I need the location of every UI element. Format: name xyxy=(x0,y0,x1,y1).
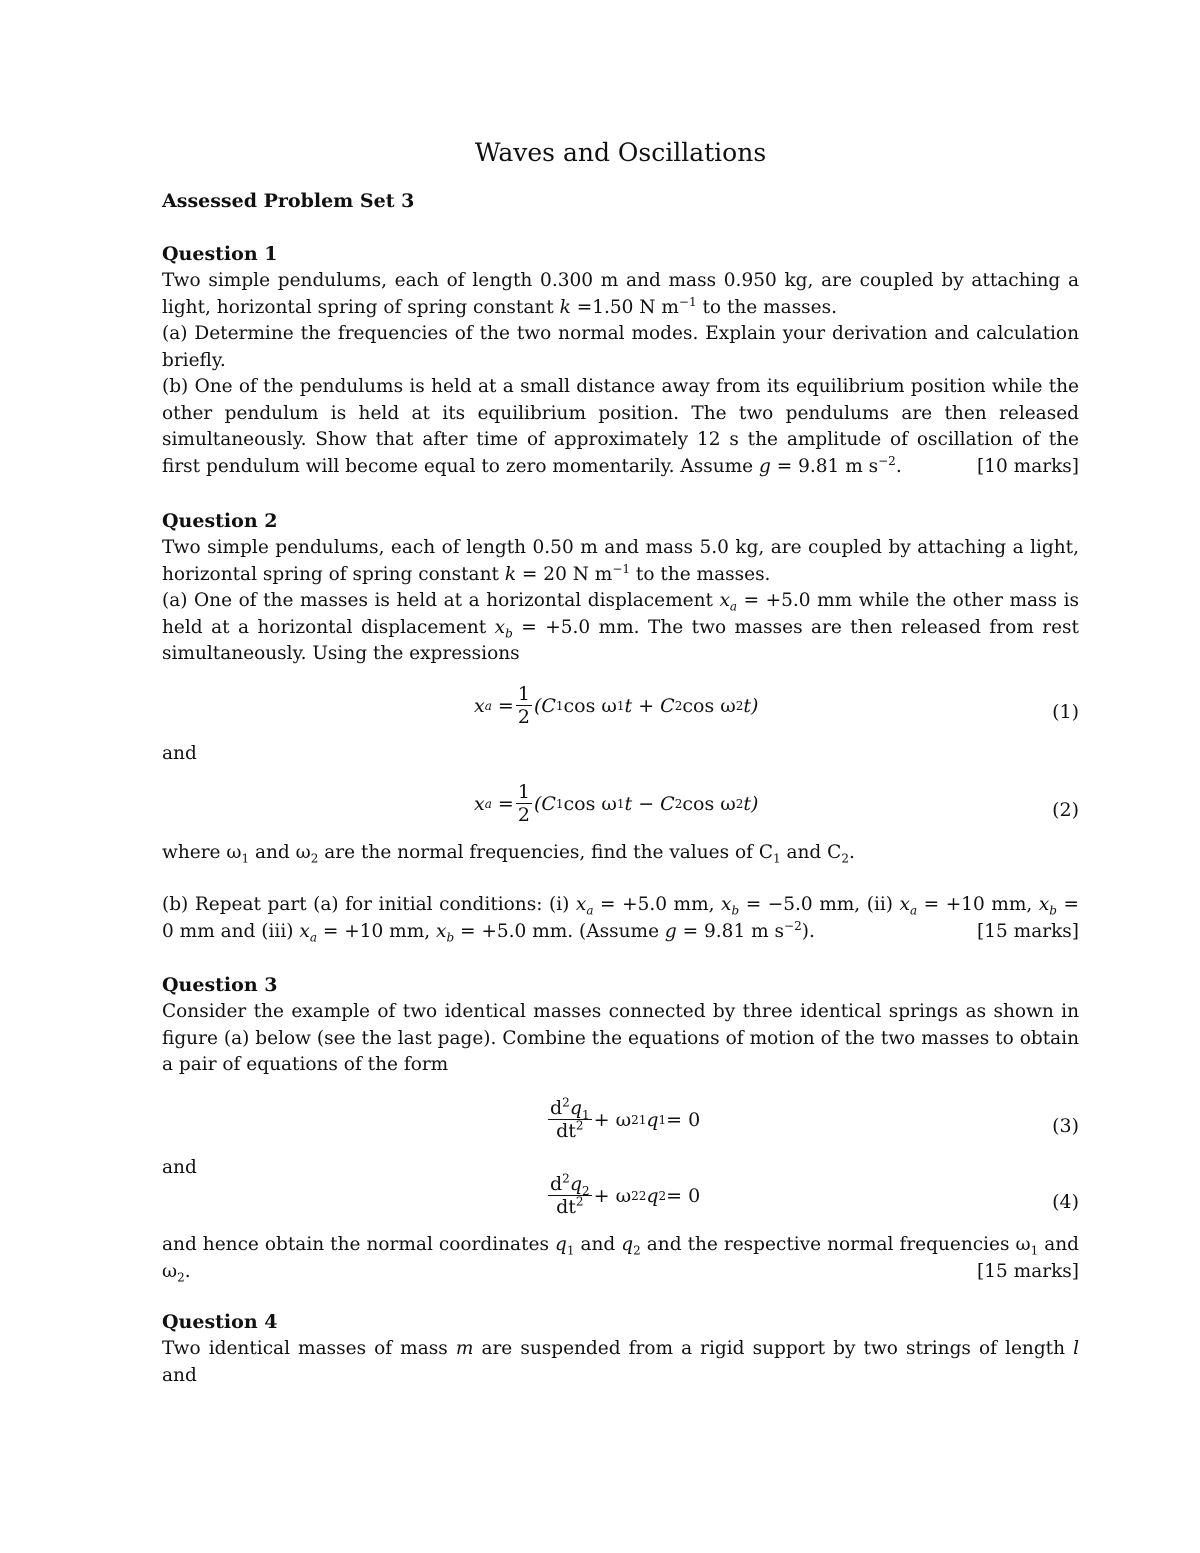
equation-1: x a = $\frac{1}{2}$ (C 1 cos ω 1 t + C 2 cos ω 2 t) (1) xyxy=(474,683,1079,728)
equation-2-number: (2) xyxy=(1052,799,1079,821)
question-2-intro: Two simple pendulums, each of length 0.50 m and mass 5.0 kg, are coupled by attaching a light, horizontal spring of spring constant k = 20 N $m^{-1}$ to the masses. xyxy=(162,537,1079,585)
question-1-heading: Question 1 xyxy=(162,243,278,265)
and-label-2: and xyxy=(162,1157,197,1178)
equation-3: $\frac{d^2q_1}{dt^2}$ + ω 2 1 q 1 = 0 (3) xyxy=(550,1095,1079,1142)
question-1-intro: Two simple pendulums, each of length 0.300 m and mass 0.950 kg, are coupled by attaching a light, horizontal spring of spring constant k =1.50 N $m^{-1}$ to the masses. xyxy=(162,270,1079,318)
equation-4-number: (4) xyxy=(1052,1191,1079,1213)
equation-1-number: (1) xyxy=(1052,701,1079,723)
question-1-part-a: (a) Determine the frequencies of the two normal modes. Explain your derivation and calculation briefly. xyxy=(162,323,1079,371)
and-label-1: and xyxy=(162,743,197,764)
equation-4: $\frac{d^2q_2}{dt^2}$ + ω 2 2 q 2 = 0 (4) xyxy=(550,1171,1079,1218)
question-2 xyxy=(162,508,1079,668)
question-1 xyxy=(162,241,1079,480)
question-2-where: where $\omega_1$ and $\omega_2$ are the normal frequencies, find the values of $C_1$ and $C_2$. xyxy=(162,842,855,866)
question-2-heading: Question 2 xyxy=(162,510,278,532)
question-1-marks: [10 marks] xyxy=(977,455,1079,477)
question-3 xyxy=(162,972,1079,1079)
question-4 xyxy=(162,1309,1079,1389)
question-3-text: Consider the example of two identical masses connected by three identical springs as shown in figure (a) below (see the last page). Combine the equations of motion of the two masses to obtain a pair of equations of the form xyxy=(162,1001,1079,1075)
question-4-heading: Question 4 xyxy=(162,1311,278,1333)
problem-set-heading: Assessed Problem Set 3 xyxy=(162,190,415,212)
equation-2: x a = $\frac{1}{2}$ (C 1 cos ω 1 t − C 2 cos ω 2 t) (2) xyxy=(474,781,1079,826)
question-1-part-b: (b) One of the pendulums is held at a small distance away from its equilibrium position while the other pendulum is held at its equilibrium position. The two pendulums are then released simultaneously. Show that after time of approximately 12 s the amplitude of oscillation of the first pendulum will become equal to zero momentarily. Assume g = 9.81 m $s^{-2}$. [10 marks] xyxy=(162,374,1079,480)
document-title: Waves and Oscillations xyxy=(474,138,767,167)
question-2-marks: [15 marks] xyxy=(977,920,1079,942)
question-2-part-a: (a) One of the masses is held at a horizontal displacement $x_a = +5.0$ mm while the other mass is held at a horizontal displacement $x_b = +5.0$ mm. The two masses are then released from rest simultaneously. Using the expressions xyxy=(162,590,1079,664)
question-3-marks: [15 marks] xyxy=(977,1260,1079,1282)
question-2-part-b: (b) Repeat part (a) for initial conditions: (i) $x_a = +5.0$ mm, $x_b = -5.0$ mm, (ii) $x_a = +10$ mm, $x_b = 0$ mm and (iii) $x_a = +10$ mm, $x_b = +5.0$ mm. (Assume g = 9.81 m $s^{-2}$). [15 marks] xyxy=(162,894,1079,945)
equation-3-number: (3) xyxy=(1052,1115,1079,1137)
question-4-text: Two identical masses of mass m are suspended from a rigid support by two strings of length l and xyxy=(162,1338,1080,1386)
question-3-heading: Question 3 xyxy=(162,974,278,996)
question-3-hence: and hence obtain the normal coordinates $q_1$ and $q_2$ and the respective normal frequencies $\omega_1$ and $\omega_2$. [15 marks] xyxy=(162,1234,1080,1285)
